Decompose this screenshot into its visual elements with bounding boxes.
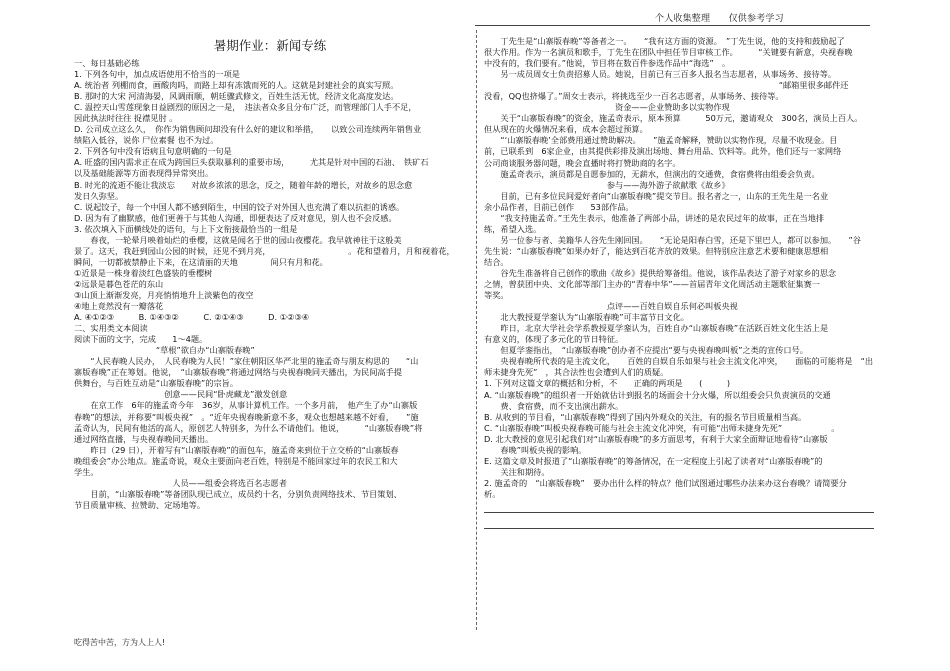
text-line: 结合。 (484, 256, 509, 267)
text-line: 前，已联系到 6家企业，由其提供彩排及演出场地、舞台用品、饮料等。此外，他们还与一家网络 (484, 146, 842, 157)
text-line: 昨日，北京大学社会学系教授夏学銮认为，百姓自办“山寨版春晚”在活跃百姓文化生活上是 (484, 323, 829, 334)
text-line: C. “山寨版春晚”叫板央视春晚可能与社会主流文化冲突，有可能“出师未捷身先死” 。 (484, 422, 840, 433)
text-line: 练，希望入选。 (484, 223, 542, 234)
left-text-lines (74, 58, 466, 511)
text-line: A. 旺盛的国内需求正在成为跨国巨头获取暴利的重要市场， 尤其是针对中国的石油、 铁矿石 (74, 157, 429, 168)
text-line: 绩陷入低谷，说你 尸位素餐 也不为过。 (74, 135, 219, 146)
text-line: 先生说：“山寨版春晚”如果办好了，能达到百花齐放的效果。但特别应注意艺术要和健康思想相 (484, 245, 829, 256)
answer-area[interactable] (484, 500, 874, 529)
text-line: A. “山寨版春晚”的组织者一开始就估计到报名的场面会十分火爆，所以组委会只负责演员的交通 (484, 389, 831, 400)
text-line: 另一位参与者、美籍华人谷先生刚回国。 “无论是阳春白雪，还是下里巴人，都可以参加。 ”谷 (484, 234, 861, 245)
text-line: 公司商谈服务器问题，晚会直播时将打赞助商的名字。 (484, 157, 681, 168)
text-line: 余小品作者，目前已创作 53部作品。 (484, 201, 634, 212)
text-line: 但从现在的火爆情况来看，成本会超过预算。 (484, 124, 648, 135)
text-line: 寨版春晚”正在筹划。他说， “山寨版春晚”将通过网络与央视春晚同天播出，为民间高手提 (74, 367, 402, 378)
text-line: “人民春晚人民办， 人民春晚为人民！”家住朝阳区华严北里的施孟奇与朋友构思的 “山 (74, 356, 419, 367)
text-line: 关于“山寨版春晚”的资金，施孟奇表示，原本预算 50万元，邀请观众 300名，演员上百人。 (484, 113, 863, 124)
text-line: 1. 下列对这篇文章的概括和分析，不 正确的两项是 ( ) (484, 378, 731, 389)
text-line: C. 说起饺子，每一个中国人都不感到陌生，中国的饺子对外国人也充满了难以抗拒的诱惑。 (74, 201, 405, 212)
document-title: 暑期作业：新闻专练 (213, 38, 327, 53)
text-line: “‘山寨版春晚’全部费用通过赞助解决。 ”施孟奇解释，赞助以实物作现，尽量不收现金。目 (484, 135, 838, 146)
text-line: 发日久弥坚。 (74, 190, 124, 201)
text-line: 人员——组委会将选百名志愿者 (74, 477, 287, 488)
text-line: 师未捷身先死” ，其合法性也会遭到人们的质疑。 (484, 367, 669, 378)
text-line: 晚组委会”办公地点。施孟奇说，观众主要面向老百姓，特别是不能回家过年的农民工和大 (74, 455, 398, 466)
column-divider (476, 30, 477, 630)
text-line: D. 北大教授的意见引起我们对“山寨版春晚”的多方面思考，有利于大家全面辩证地看待“山寨版 (484, 433, 828, 444)
text-line: A. 统治者 列棚而食，画酸肉吗，而路上却有冻饿而死的人。这就是封建社会的真实写照。 (74, 80, 399, 91)
text-line: 很大作用。作为一名演员和歌手，丁先生在团队中担任节目审核工作。 “关键要有新意，央视春晚 (484, 47, 853, 58)
right-text-lines (484, 36, 874, 500)
text-line: 春夜，一轮晕月映着灿烂的垂樱，这就是闻名于世的园山夜樱花。我早就神往于这般美 (74, 234, 402, 245)
text-line: 在京工作 6年的施孟奇今年 36岁，从事计算机工作。一个多月前， 他产生了办“山寨版 (74, 400, 418, 411)
text-line: 3. 依次填入下面横线处的语句，与上下文衔接最恰当的一组是 (74, 223, 298, 234)
text-line: 学生。 (74, 466, 99, 477)
text-line: 中没有的，我们要有。”他说，节目将在数百件参选作品中“海选” 。 (484, 58, 731, 69)
text-line: “我支持施孟奇。”王先生表示，他准备了两部小品，讲述的是农民过年的故事，正在当地排 (484, 212, 825, 223)
text-line: 因此执法时往往 捉襟见肘 。 (74, 113, 178, 124)
text-line: ①近景是一株身着淡红色盛装的垂樱树 (74, 267, 213, 278)
text-line: 资金——企业赞助多以实物作现 (484, 102, 730, 113)
text-line: B. 从收到的节目看，“山寨版春晚”得到了国内外观众的关注，有的报名节目质量相当高。 (484, 411, 807, 422)
text-line: 目前，已有多位民间爱好者向“山寨版春晚”提交节目。报名者之一，山东的王先生是一名业 (484, 190, 829, 201)
text-line: 但夏学銮指出， “山寨版春晚”创办者不应提出“要与央视春晚叫板”之类的宣传口号。 (484, 345, 808, 356)
text-line: D. 公司成立这么久， 你作为销售顾问却没有什么好的建议和举措， 以致公司连续两年销售业 (74, 124, 422, 135)
text-line: 1. 下列各句中，加点成语使用不恰当的一项是 (74, 69, 240, 80)
text-line: B. 那时的大宋 河清海晏，风调雨顺，朝廷骤武修文，百姓生活无忧，经济文化高度发达。 (74, 91, 399, 102)
text-line: “邮箱里很多邮件还 (484, 80, 849, 91)
page-footer: 吃得苦中苦，方为人上人! (74, 638, 166, 647)
text-line: 目前，“山寨版春晚”等备团队现已成立，成员约十名，分别负责网络技术、节目策划、 (74, 488, 402, 499)
text-line: 析。 (484, 488, 501, 499)
text-line: 二、实用类文本阅读 (74, 323, 148, 334)
text-line: 以及基础能源等方面表现得异常突出。 (74, 168, 214, 179)
text-line: 谷先生准备将自己创作的歌曲《故乡》提供给筹备组。他说，该作品表达了游子对家乡的思念 (484, 267, 837, 278)
text-line: 春晚”的想法，并称要“叫板央视” 。“近年央视春晚新意不多，观众也想越来越不好看， ”施 (74, 411, 419, 422)
text-line: 供舞台，与百姓互动是“山寨版春晚”的宗旨。 (74, 378, 239, 389)
text-line: 施孟奇表示，演员都是自愿参加的，无薪水，但演出的交通费，食宿费将由组委会负责。 (484, 168, 820, 179)
text-line: 2. 施孟奇的 “山寨版春晚” 要办出什么样的特点？他们试图通过哪些办法来办这台春晚？请简要分 (484, 477, 847, 488)
left-column (74, 36, 466, 511)
text-line: 2. 下列各句中没有语病且句意明确的一句是 (74, 146, 232, 157)
text-line: 没看，QQ也挤爆了。”周女士表示，将挑选至少一百名志愿者，从事场务、接待等。 (484, 91, 784, 102)
text-line: 春晚”叫板央视的影响。 (484, 444, 587, 455)
text-line: 景了。这天，我赶到园山公园的时候，还见不到月亮， 。花和望着月，月和视着花， (74, 245, 455, 256)
text-line: B. 时光的流逝不能让我淡忘 对故乡浓浓的思念，反之，随着年龄的增长，对故乡的思念愈 (74, 179, 413, 190)
text-line: 点评——百姓自娱自乐何必叫板央视 (484, 301, 738, 312)
answer-line[interactable] (484, 516, 874, 529)
text-line: 瞬间，一切都被禁静止下来，在这清丽的天地 间只有月和花。 (74, 256, 328, 267)
text-line: 一、每日基础必练 (74, 58, 140, 68)
page-header: 个人收集整理 仅供参考学习 (655, 14, 784, 24)
text-line: ④地上竟然没有一瓣落花 (74, 301, 164, 312)
text-line: ③山顶上渐渐发亮，月亮悄悄地升上淡紫色的夜空 (74, 289, 254, 300)
text-line: 昨日（29 日），开着写有“山寨版春晚”的面包车，施孟奇来到位于立交桥的“山寨版春 (74, 444, 399, 455)
right-column (484, 36, 874, 532)
text-line: 有意义的，体现了多元化的节日特征。 (484, 334, 624, 345)
header-rule (475, 25, 870, 26)
text-line: 阅读下面的文字，完成 1～4题。 (74, 334, 208, 345)
text-line: 创意——民间“卧虎藏龙”激发创意 (74, 389, 288, 400)
text-line: 孟奇认为，民间有他活的高人，原创艺人特别多，为什么不请他们。他说， “山寨版春晚”将 (74, 422, 423, 433)
text-line: 央视春晚所代表的是主流文化， 百姓的自娱自乐如果与社会主流文化冲突， 面临的可能将是 “出 (484, 356, 874, 367)
text-line: A. ④①②③ B. ①④③② C. ②①④③ D. ①②③④ (74, 312, 310, 323)
text-line: 通过网络直播，与央视春晚同天播出。 (74, 433, 214, 444)
text-line: 之情，曾获团中央、文化部等部门主办的“青春中华”——首届青年文化周活动主题歌征集赛一 (484, 279, 820, 290)
text-line: “草根”欲自办“山寨版春晚” (74, 345, 255, 356)
text-line: 北大教授夏学銮认为“山寨版春晚”可丰富节日文化。 (484, 312, 689, 323)
text-line: 关注和期待。 (484, 466, 550, 477)
text-line: 节目质量审核、拉赞助、定场地等。 (74, 499, 206, 510)
text-line: 参与——海外游子欲献歌《故乡》 (484, 179, 730, 190)
answer-line[interactable] (484, 500, 874, 513)
text-line: 费、食宿费，而不支出演出薪水。 (484, 400, 624, 411)
text-line: C. 温控天山雪莲现象日益剧烈的原因之一是， 违法者众多且分布广泛，而管理部门人手不足， (74, 102, 417, 113)
text-line: E. 这篇文章及时报道了“山寨版春晚”的筹备情况，在一定程度上引起了读者对“山寨版春晚”的 (484, 455, 823, 466)
text-line: 等奖。 (484, 290, 509, 301)
text-line: D. 因为有了幽默感，他们更善于与其他人沟通，即便表达了反对意见，别人也不会反感。 (74, 212, 397, 223)
text-line: ②远景是暮色苍茫的东山 (74, 278, 164, 289)
text-line: 另一成员周女士负责招募人员。她说，目前已有三百多人报名当志愿者，从事场务、接待等。 (484, 69, 837, 80)
text-line: 丁先生是“山寨版春晚”等备者之一。 “我有这方面的资源。 ”丁先生说，他的支持和鼓励起了 (484, 36, 845, 46)
